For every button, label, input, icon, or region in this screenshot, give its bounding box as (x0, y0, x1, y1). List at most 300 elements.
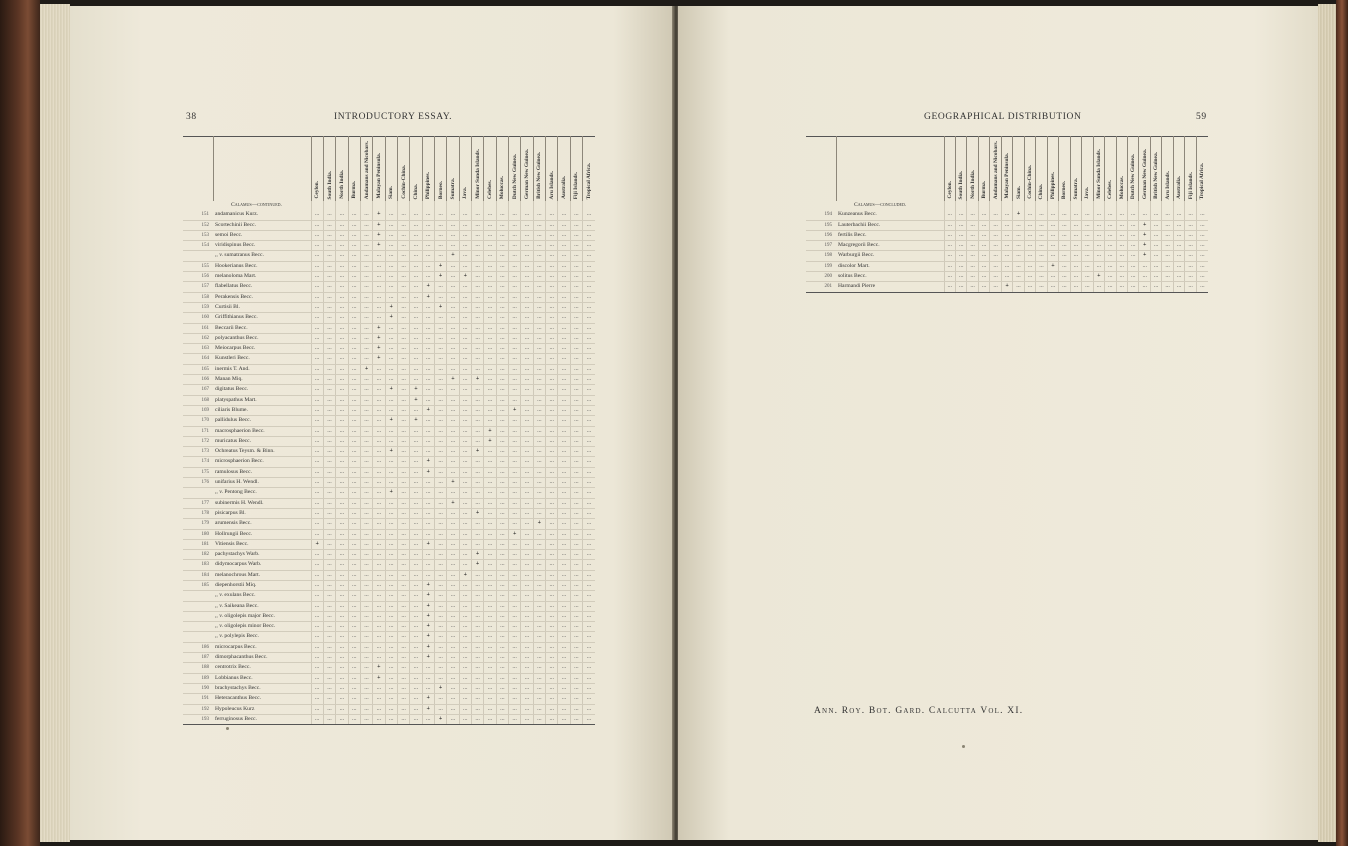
absence-mark: ... (1162, 251, 1173, 261)
absence-mark: ... (521, 323, 533, 333)
absence-mark: ... (509, 251, 521, 261)
species-number: 175 (183, 467, 213, 477)
absence-mark: ... (336, 395, 348, 405)
absence-mark: ... (570, 550, 582, 560)
absence-mark: ... (533, 591, 545, 601)
absence-mark: ... (459, 220, 471, 230)
absence-mark: ... (336, 230, 348, 240)
presence-mark: + (422, 704, 434, 714)
absence-mark: ... (521, 292, 533, 302)
absence-mark: ... (1013, 282, 1024, 292)
absence-mark: ... (558, 416, 570, 426)
absence-mark: ... (459, 642, 471, 652)
absence-mark: ... (496, 611, 508, 621)
absence-mark: ... (323, 591, 335, 601)
absence-mark: ... (447, 570, 459, 580)
absence-mark: ... (397, 663, 409, 673)
absence-mark: ... (434, 395, 446, 405)
absence-mark: ... (385, 230, 397, 240)
absence-mark: ... (447, 550, 459, 560)
absence-mark: ... (1047, 220, 1058, 230)
region-label: Malayan Peninsula. (1004, 153, 1011, 199)
absence-mark: ... (546, 230, 558, 240)
absence-mark: ... (471, 364, 483, 374)
absence-mark: ... (496, 694, 508, 704)
region-label: Moluccas. (499, 175, 506, 199)
absence-mark: ... (558, 632, 570, 642)
absence-mark: ... (484, 632, 496, 642)
region-label: Aru Islands. (1164, 170, 1171, 199)
absence-mark: ... (434, 385, 446, 395)
absence-mark: ... (570, 447, 582, 457)
absence-mark: ... (521, 313, 533, 323)
absence-mark: ... (397, 694, 409, 704)
absence-mark: ... (558, 447, 570, 457)
absence-mark: ... (583, 550, 595, 560)
absence-mark: ... (360, 601, 372, 611)
absence-mark: ... (484, 508, 496, 518)
absence-mark: ... (546, 642, 558, 652)
section-heading: Calamus—concluded. (854, 202, 907, 208)
absence-mark: ... (533, 354, 545, 364)
absence-mark: ... (434, 426, 446, 436)
absence-mark: ... (1139, 261, 1150, 271)
absence-mark: ... (496, 364, 508, 374)
section-cell (521, 201, 533, 210)
presence-mark: + (422, 591, 434, 601)
absence-mark: ... (397, 683, 409, 693)
absence-mark: ... (484, 375, 496, 385)
absence-mark: ... (1185, 230, 1196, 240)
absence-mark: ... (323, 580, 335, 590)
absence-mark: ... (323, 344, 335, 354)
absence-mark: ... (397, 333, 409, 343)
absence-mark: ... (1116, 230, 1127, 240)
region-column-header (967, 137, 978, 202)
species-number: 183 (183, 560, 213, 570)
absence-mark: ... (422, 560, 434, 570)
absence-mark: ... (509, 519, 521, 529)
absence-mark: ... (484, 405, 496, 415)
absence-mark: ... (311, 344, 323, 354)
species-name: Kunzeanus Becc. (836, 210, 944, 220)
species-name: flabellatus Becc. (213, 282, 311, 292)
species-row (806, 241, 1208, 251)
section-cell (990, 201, 1001, 210)
absence-mark: ... (459, 467, 471, 477)
absence-mark: ... (471, 292, 483, 302)
absence-mark: ... (410, 611, 422, 621)
absence-mark: ... (447, 632, 459, 642)
absence-mark: ... (434, 570, 446, 580)
absence-mark: ... (484, 302, 496, 312)
absence-mark: ... (1036, 251, 1047, 261)
absence-mark: ... (944, 282, 955, 292)
absence-mark: ... (336, 447, 348, 457)
region-label: German New Guinea. (1141, 148, 1148, 199)
absence-mark: ... (459, 375, 471, 385)
species-name: melanochrous Mart. (213, 570, 311, 580)
species-row (183, 251, 595, 261)
absence-mark: ... (583, 467, 595, 477)
absence-mark: ... (484, 714, 496, 724)
absence-mark: ... (323, 230, 335, 240)
region-column-header (348, 137, 360, 202)
absence-mark: ... (521, 539, 533, 549)
absence-mark: ... (496, 467, 508, 477)
absence-mark: ... (360, 519, 372, 529)
absence-mark: ... (459, 302, 471, 312)
absence-mark: ... (311, 385, 323, 395)
absence-mark: ... (360, 251, 372, 261)
absence-mark: ... (397, 416, 409, 426)
absence-mark: ... (521, 375, 533, 385)
absence-mark: ... (484, 478, 496, 488)
absence-mark: ... (1036, 220, 1047, 230)
absence-mark: ... (509, 663, 521, 673)
region-column-header (583, 137, 595, 202)
absence-mark: ... (447, 457, 459, 467)
region-label: Borneo. (1061, 180, 1068, 199)
absence-mark: ... (990, 210, 1001, 220)
absence-mark: ... (459, 694, 471, 704)
absence-mark: ... (583, 591, 595, 601)
absence-mark: ... (410, 632, 422, 642)
absence-mark: ... (385, 704, 397, 714)
absence-mark: ... (1013, 261, 1024, 271)
absence-mark: ... (496, 354, 508, 364)
absence-mark: ... (955, 261, 966, 271)
header-blank (806, 137, 836, 202)
absence-mark: ... (336, 354, 348, 364)
absence-mark: ... (422, 436, 434, 446)
absence-mark: ... (422, 364, 434, 374)
region-label: Burma. (351, 181, 358, 199)
absence-mark: ... (533, 673, 545, 683)
absence-mark: ... (471, 519, 483, 529)
absence-mark: ... (459, 447, 471, 457)
absence-mark: ... (1082, 282, 1093, 292)
absence-mark: ... (1070, 220, 1081, 230)
absence-mark: ... (570, 230, 582, 240)
presence-mark: + (447, 498, 459, 508)
species-row (183, 498, 595, 508)
absence-mark: ... (447, 704, 459, 714)
page-edges-left (40, 4, 70, 842)
absence-mark: ... (397, 457, 409, 467)
absence-mark: ... (1047, 272, 1058, 282)
absence-mark: ... (471, 478, 483, 488)
absence-mark: ... (422, 385, 434, 395)
absence-mark: ... (373, 395, 385, 405)
absence-mark: ... (459, 210, 471, 220)
species-row (806, 282, 1208, 292)
absence-mark: ... (471, 333, 483, 343)
species-row (183, 683, 595, 693)
absence-mark: ... (459, 673, 471, 683)
absence-mark: ... (496, 272, 508, 282)
absence-mark: ... (447, 683, 459, 693)
section-cell (1139, 201, 1150, 210)
absence-mark: ... (509, 354, 521, 364)
absence-mark: ... (558, 508, 570, 518)
absence-mark: ... (410, 714, 422, 724)
absence-mark: ... (311, 447, 323, 457)
absence-mark: ... (1173, 282, 1184, 292)
species-name: ciliaris Blume. (213, 405, 311, 415)
absence-mark: ... (1059, 220, 1070, 230)
section-cell (1128, 201, 1139, 210)
region-column-header (546, 137, 558, 202)
absence-mark: ... (373, 653, 385, 663)
absence-mark: ... (944, 210, 955, 220)
absence-mark: ... (459, 457, 471, 467)
region-column-header (311, 137, 323, 202)
absence-mark: ... (348, 508, 360, 518)
absence-mark: ... (570, 395, 582, 405)
absence-mark: ... (410, 663, 422, 673)
species-name: ,, v. Pentong Becc. (213, 488, 311, 498)
region-column-header (1093, 137, 1104, 202)
absence-mark: ... (583, 405, 595, 415)
absence-mark: ... (348, 601, 360, 611)
absence-mark: ... (422, 241, 434, 251)
absence-mark: ... (385, 673, 397, 683)
absence-mark: ... (373, 683, 385, 693)
absence-mark: ... (546, 529, 558, 539)
absence-mark: ... (410, 272, 422, 282)
species-number: 191 (183, 694, 213, 704)
presence-mark: + (1139, 251, 1150, 261)
absence-mark: ... (1128, 282, 1139, 292)
absence-mark: ... (447, 220, 459, 230)
absence-mark: ... (1162, 272, 1173, 282)
absence-mark: ... (533, 467, 545, 477)
absence-mark: ... (570, 364, 582, 374)
absence-mark: ... (583, 385, 595, 395)
absence-mark: ... (311, 323, 323, 333)
species-row (183, 529, 595, 539)
absence-mark: ... (373, 539, 385, 549)
presence-mark: + (471, 375, 483, 385)
absence-mark: ... (336, 632, 348, 642)
absence-mark: ... (509, 704, 521, 714)
absence-mark: ... (311, 714, 323, 724)
species-row (806, 210, 1208, 220)
presence-mark: + (385, 302, 397, 312)
absence-mark: ... (447, 282, 459, 292)
absence-mark: ... (533, 333, 545, 343)
presence-mark: + (434, 683, 446, 693)
species-row (183, 230, 595, 240)
absence-mark: ... (385, 292, 397, 302)
absence-mark: ... (471, 704, 483, 714)
absence-mark: ... (323, 354, 335, 364)
absence-mark: ... (471, 570, 483, 580)
absence-mark: ... (459, 230, 471, 240)
absence-mark: ... (336, 364, 348, 374)
absence-mark: ... (397, 714, 409, 724)
absence-mark: ... (459, 714, 471, 724)
absence-mark: ... (546, 457, 558, 467)
absence-mark: ... (336, 529, 348, 539)
absence-mark: ... (583, 519, 595, 529)
absence-mark: ... (978, 210, 989, 220)
region-label: Tropical Africa. (1199, 162, 1206, 199)
absence-mark: ... (1001, 272, 1012, 282)
absence-mark: ... (1036, 282, 1047, 292)
absence-mark: ... (373, 251, 385, 261)
absence-mark: ... (385, 694, 397, 704)
absence-mark: ... (348, 416, 360, 426)
species-name: Heteracanthus Becc. (213, 694, 311, 704)
absence-mark: ... (336, 539, 348, 549)
species-number: 161 (183, 323, 213, 333)
region-column-header (509, 137, 521, 202)
absence-mark: ... (360, 653, 372, 663)
section-cell (373, 201, 385, 210)
absence-mark: ... (410, 251, 422, 261)
absence-mark: ... (533, 498, 545, 508)
absence-mark: ... (570, 539, 582, 549)
presence-mark: + (373, 354, 385, 364)
species-number: 186 (183, 642, 213, 652)
presence-mark: + (484, 436, 496, 446)
presence-mark: + (509, 405, 521, 415)
species-row (183, 385, 595, 395)
absence-mark: ... (471, 498, 483, 508)
absence-mark: ... (311, 292, 323, 302)
absence-mark: ... (521, 467, 533, 477)
absence-mark: ... (323, 622, 335, 632)
absence-mark: ... (360, 230, 372, 240)
absence-mark: ... (509, 220, 521, 230)
absence-mark: ... (410, 447, 422, 457)
absence-mark: ... (434, 550, 446, 560)
absence-mark: ... (583, 210, 595, 220)
region-label: China. (412, 183, 419, 199)
absence-mark: ... (496, 560, 508, 570)
species-row (183, 580, 595, 590)
presence-mark: + (1093, 272, 1104, 282)
species-name: pachystachys Warb. (213, 550, 311, 560)
absence-mark: ... (509, 683, 521, 693)
absence-mark: ... (967, 220, 978, 230)
section-cell (558, 201, 570, 210)
absence-mark: ... (397, 344, 409, 354)
absence-mark: ... (373, 714, 385, 724)
absence-mark: ... (521, 622, 533, 632)
species-number: 167 (183, 385, 213, 395)
absence-mark: ... (459, 519, 471, 529)
absence-mark: ... (570, 683, 582, 693)
region-column-header (410, 137, 422, 202)
absence-mark: ... (1059, 272, 1070, 282)
absence-mark: ... (323, 467, 335, 477)
absence-mark: ... (1150, 230, 1161, 240)
absence-mark: ... (459, 498, 471, 508)
header-blank (836, 137, 944, 202)
absence-mark: ... (546, 416, 558, 426)
section-cell (570, 201, 582, 210)
absence-mark: ... (1024, 261, 1035, 271)
absence-mark: ... (509, 302, 521, 312)
absence-mark: ... (385, 436, 397, 446)
absence-mark: ... (583, 642, 595, 652)
absence-mark: ... (373, 694, 385, 704)
absence-mark: ... (955, 272, 966, 282)
species-row (806, 261, 1208, 271)
absence-mark: ... (558, 354, 570, 364)
absence-mark: ... (1162, 220, 1173, 230)
absence-mark: ... (373, 498, 385, 508)
absence-mark: ... (360, 508, 372, 518)
absence-mark: ... (385, 405, 397, 415)
presence-mark: + (373, 230, 385, 240)
absence-mark: ... (336, 344, 348, 354)
absence-mark: ... (1105, 261, 1116, 271)
absence-mark: ... (558, 683, 570, 693)
section-cell (385, 201, 397, 210)
absence-mark: ... (1116, 261, 1127, 271)
section-cell (422, 201, 434, 210)
absence-mark: ... (583, 622, 595, 632)
absence-mark: ... (484, 498, 496, 508)
absence-mark: ... (447, 210, 459, 220)
absence-mark: ... (434, 478, 446, 488)
absence-mark: ... (1162, 261, 1173, 271)
absence-mark: ... (422, 673, 434, 683)
absence-mark: ... (496, 580, 508, 590)
absence-mark: ... (348, 622, 360, 632)
absence-mark: ... (570, 241, 582, 251)
absence-mark: ... (944, 261, 955, 271)
absence-mark: ... (558, 694, 570, 704)
species-row (183, 663, 595, 673)
absence-mark: ... (397, 364, 409, 374)
region-label: Cochin-China. (1027, 165, 1034, 199)
absence-mark: ... (570, 622, 582, 632)
absence-mark: ... (336, 683, 348, 693)
absence-mark: ... (385, 333, 397, 343)
absence-mark: ... (410, 405, 422, 415)
absence-mark: ... (496, 251, 508, 261)
absence-mark: ... (311, 416, 323, 426)
absence-mark: ... (1036, 230, 1047, 240)
absence-mark: ... (583, 241, 595, 251)
absence-mark: ... (570, 426, 582, 436)
region-label: Celebes. (1107, 179, 1114, 199)
absence-mark: ... (1093, 282, 1104, 292)
absence-mark: ... (471, 694, 483, 704)
species-number: 194 (806, 210, 836, 220)
absence-mark: ... (348, 344, 360, 354)
absence-mark: ... (558, 272, 570, 282)
absence-mark: ... (336, 694, 348, 704)
presence-mark: + (373, 323, 385, 333)
absence-mark: ... (1070, 282, 1081, 292)
species-number: 179 (183, 519, 213, 529)
absence-mark: ... (471, 457, 483, 467)
species-row (183, 375, 595, 385)
absence-mark: ... (978, 241, 989, 251)
absence-mark: ... (546, 302, 558, 312)
absence-mark: ... (373, 570, 385, 580)
absence-mark: ... (509, 591, 521, 601)
absence-mark: ... (1128, 261, 1139, 271)
absence-mark: ... (336, 292, 348, 302)
absence-mark: ... (397, 519, 409, 529)
